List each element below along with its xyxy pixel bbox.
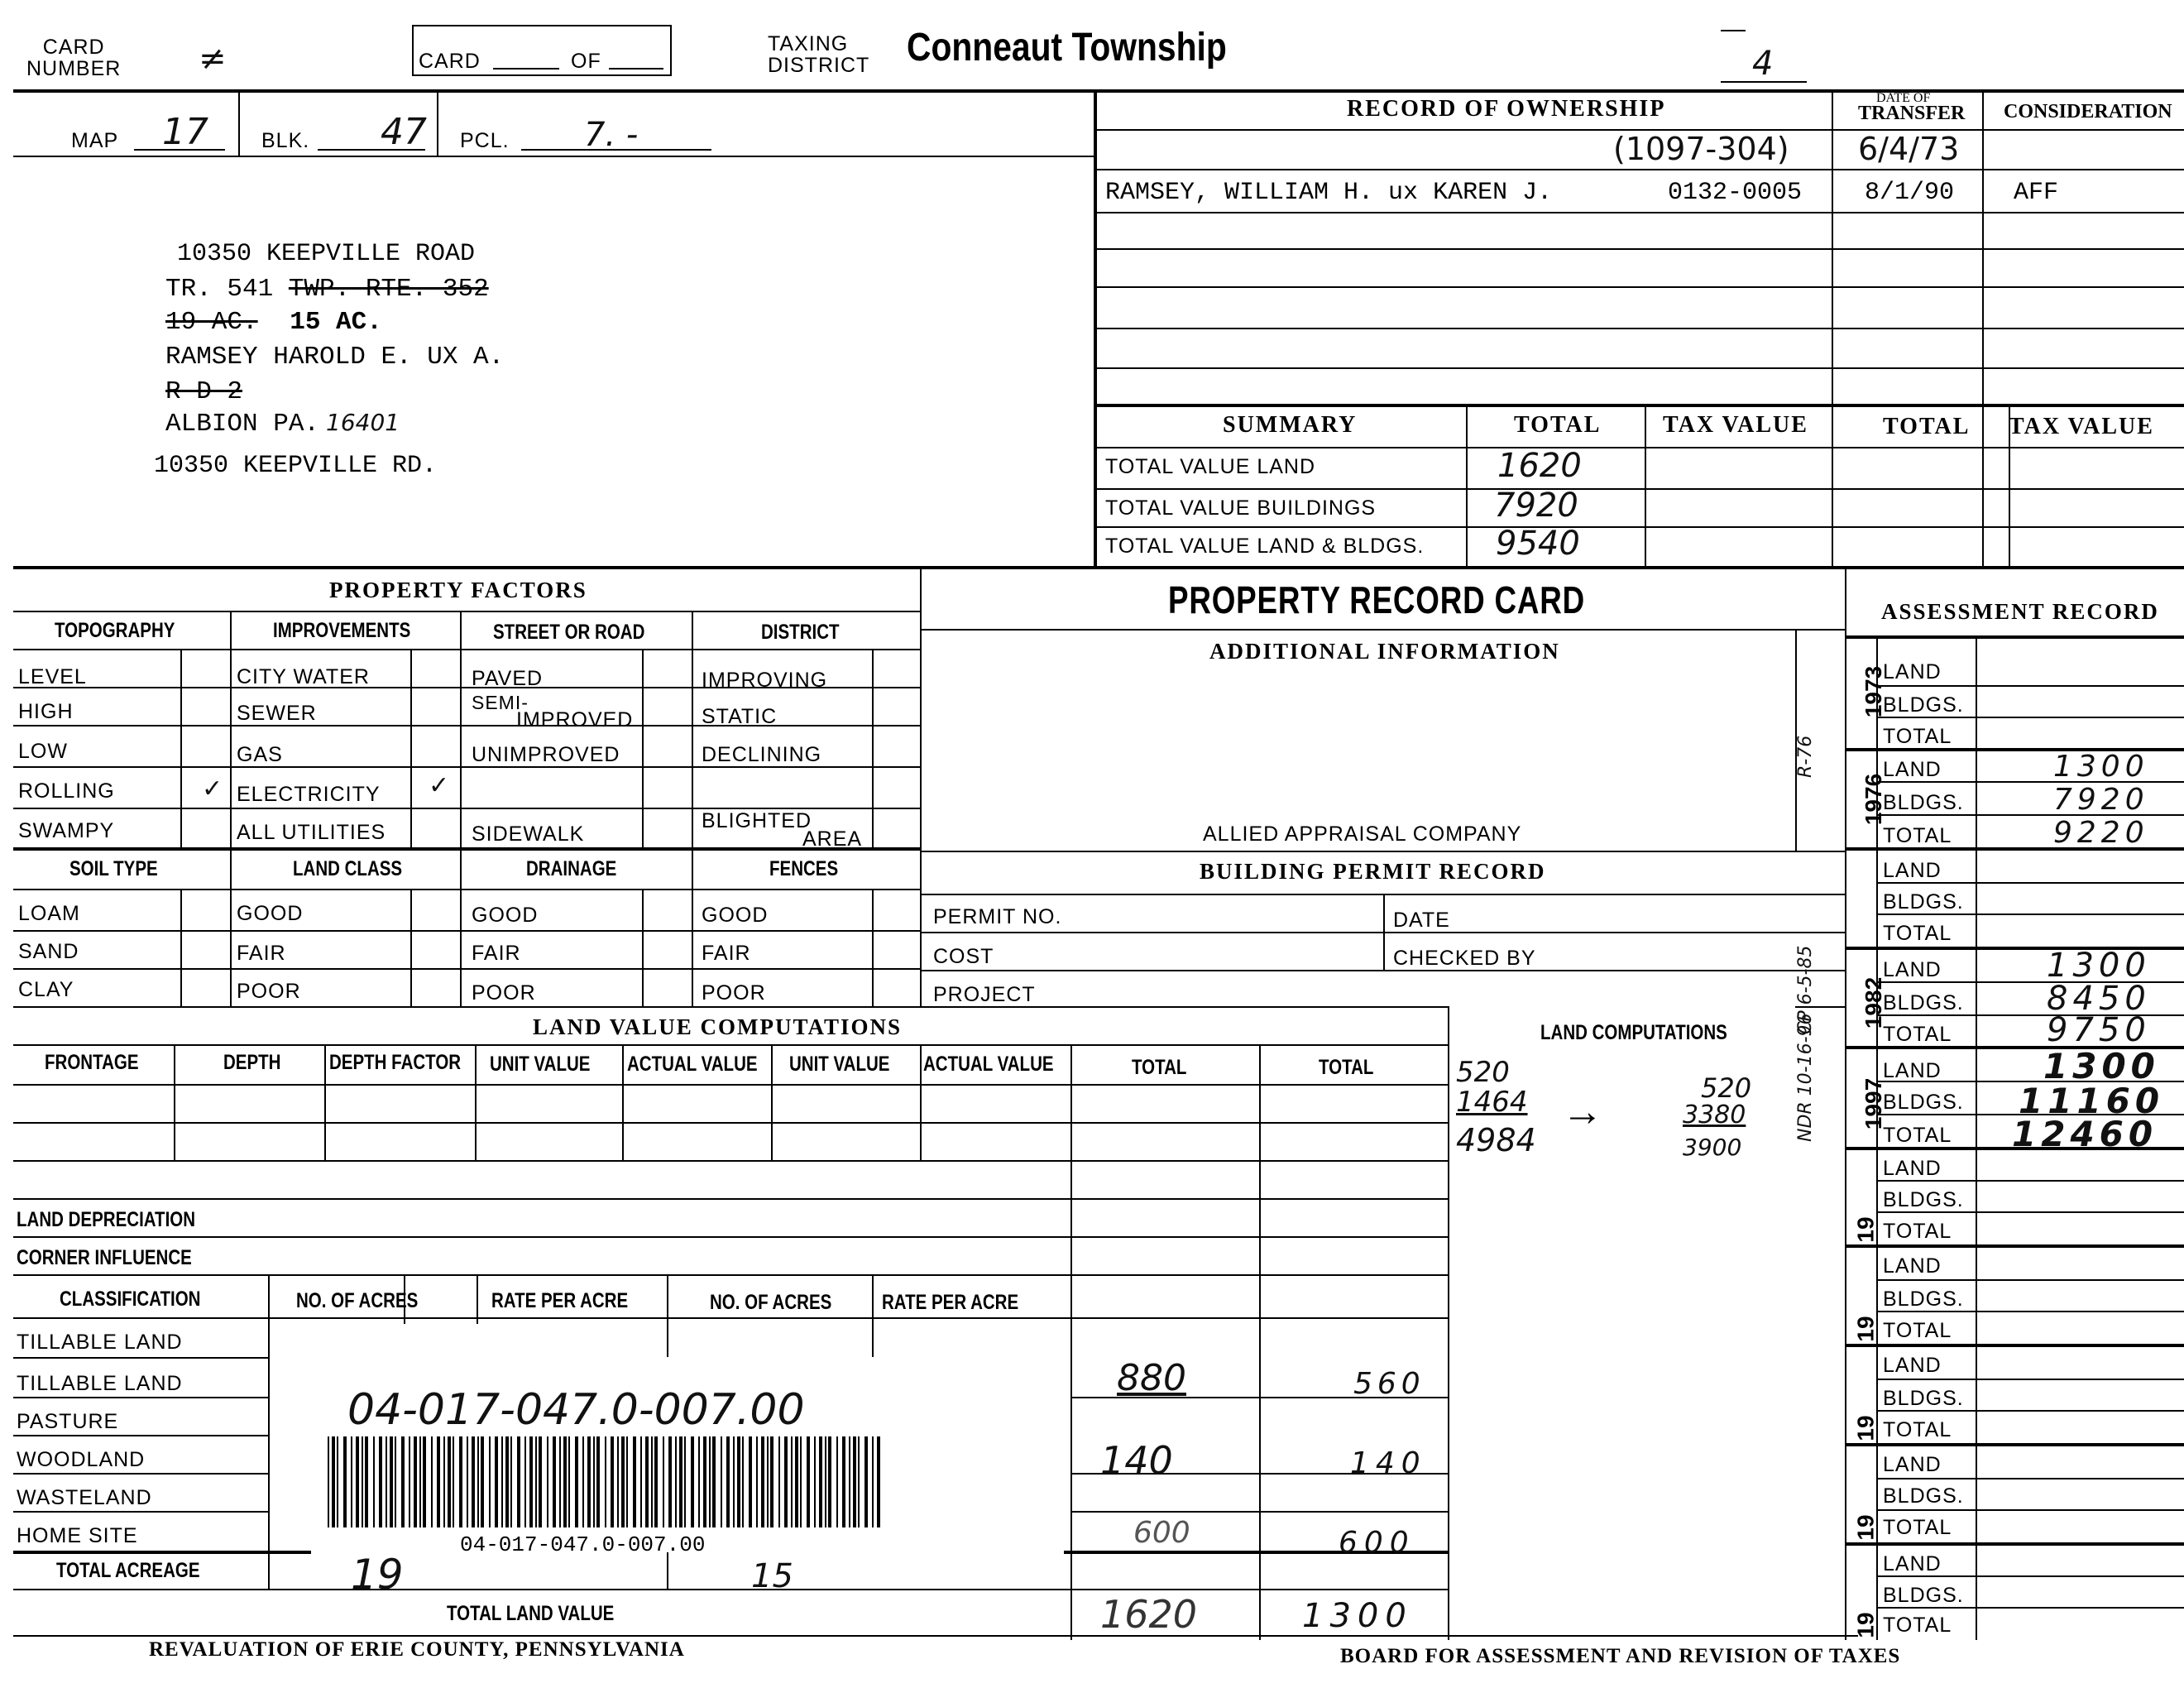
rolling-check: ✓ [202,774,223,803]
address-line-3: 19 AC. 15 AC. [165,308,382,337]
no-acres-header: NO. OF ACRES [296,1289,419,1312]
additional-info-title: ADDITIONAL INFORMATION [1209,639,1560,664]
assess-bldgs-value-3: 8450 [2047,980,2151,1018]
card-number-mark: ≠ [199,40,227,78]
assess-bldgs-label: BLDGS. [1883,1188,1964,1211]
taxing-district-label: TAXING DISTRICT [768,32,870,77]
appraiser-name: ALLIED APPRAISAL COMPANY [1203,822,1522,846]
fences-poor: POOR [702,981,766,1005]
permit-record-title: BUILDING PERMIT RECORD [1200,859,1546,884]
address-line-6: ALBION PA. 16401 [165,409,400,439]
street-paved: PAVED [472,667,544,690]
of-label: OF [571,50,601,73]
taxing-district-name: Conneaut Township [907,26,1227,70]
assess-land-value-2: 1300 [2053,750,2149,784]
assess-land-value-3: 1300 [2047,947,2151,985]
assess-year-prefix: 19 [1852,1514,1879,1541]
soil-sand: SAND [18,940,79,963]
total-acreage-label: TOTAL ACREAGE [56,1559,200,1582]
assess-year-4: 1997 [1861,1077,1887,1130]
assess-land-label: LAND [1883,958,1942,981]
side-note-ndr: NDR 10-16-96 [1795,1013,1816,1142]
lc-left-3: 4984 [1456,1122,1536,1158]
lv-unit-value2-header: UNIT VALUE [789,1053,890,1076]
drainage-good: GOOD [472,904,539,927]
barcode-text: 04-017-047.0-007.00 [460,1532,706,1557]
map-label: MAP [71,129,119,152]
lc-right-3: 3900 [1683,1134,1742,1161]
drainage-fair: FAIR [472,942,521,965]
ownership-consideration-2: AFF [2014,179,2059,207]
assess-year-prefix: 19 [1852,1415,1879,1441]
district-area: AREA [802,827,863,851]
total-land-value-label: TOTAL LAND VALUE [447,1602,615,1625]
footer-left: REVALUATION OF ERIE COUNTY, PENNSYLVANIA [149,1638,685,1661]
assess-year-2: 1976 [1861,773,1887,826]
district-header: DISTRICT [761,621,840,644]
pcl-label: PCL. [460,129,510,152]
top-right-mark: 4 [1752,45,1774,83]
soil-type-header: SOIL TYPE [69,857,158,880]
street-improved: IMPROVED [516,708,634,731]
corner-influence-label: CORNER INFLUENCE [17,1246,192,1269]
district-improving: IMPROVING [702,669,828,692]
topo-level: LEVEL [18,665,87,688]
address-line-5: R D 2 [165,377,243,406]
lv-total2-header: TOTAL [1319,1056,1374,1079]
ownership-title: RECORD OF OWNERSHIP [1347,96,1666,122]
electricity-check: ✓ [429,771,450,800]
imp-gas: GAS [237,743,283,766]
assess-land-label: LAND [1883,1453,1942,1476]
improvements-header: IMPROVEMENTS [273,619,411,642]
imp-all-utilities: ALL UTILITIES [237,821,386,844]
tillable-total-2: 560 [1353,1367,1425,1401]
fences-header: FENCES [769,857,839,880]
home-total-1: 600 [1133,1516,1190,1550]
class-home-site: HOME SITE [17,1524,138,1547]
street-semi: SEMI- [472,692,529,713]
land-class-fair: FAIR [237,942,286,965]
land-class-header: LAND CLASS [293,857,403,880]
lv-actual-value2-header: ACTUAL VALUE [923,1053,1054,1076]
side-note-cp: CP 6-5-85 [1795,945,1816,1034]
fences-good: GOOD [702,904,769,927]
lv-unit-value-header: UNIT VALUE [490,1053,591,1076]
assess-land-label: LAND [1883,758,1942,781]
summary-title: SUMMARY [1223,412,1358,438]
topo-high: HIGH [18,700,74,723]
assess-land-label: LAND [1883,1254,1942,1278]
topo-low: LOW [18,740,68,763]
lc-left-1: 520 [1456,1056,1510,1089]
assess-bldgs-value-2: 7920 [2053,783,2149,817]
assess-total-label: TOTAL [1883,1418,1952,1441]
assess-bldgs-label: BLDGS. [1883,693,1964,717]
lv-actual-value-header: ACTUAL VALUE [627,1053,758,1076]
total-value-land-bldgs-label: TOTAL VALUE LAND & BLDGS. [1105,535,1425,558]
topography-header: TOPOGRAPHY [55,619,175,642]
assess-bldgs-label: BLDGS. [1883,1091,1964,1114]
total-value-land-bldgs: 9540 [1496,525,1580,563]
assess-year-prefix: 19 [1852,1612,1879,1638]
ownership-date-1: 6/4/73 [1858,131,1960,167]
assess-bldgs-label: BLDGS. [1883,890,1964,914]
assessment-title: ASSESSMENT RECORD [1881,599,2159,624]
woodland-total-2: 140 [1350,1446,1427,1480]
total-land-value-2: 1300 [1302,1597,1413,1635]
barcode-sticker [311,1357,1064,1556]
side-note-r76: R-76 [1795,735,1816,778]
assess-bldgs-label: BLDGS. [1883,791,1964,814]
classification-header: CLASSIFICATION [60,1288,201,1311]
address-line-1: 10350 KEEPVILLE ROAD [177,240,476,268]
summary-total-header: TOTAL [1514,412,1602,438]
assess-bldgs-label: BLDGS. [1883,1484,1964,1508]
date-transfer-header: TRANSFER [1858,103,1966,124]
lc-arrow-icon: → [1562,1088,1603,1134]
street-unimproved: UNIMPROVED [472,743,620,766]
summary-total2-header: TOTAL [1883,414,1971,439]
assess-total-label: TOTAL [1883,1614,1952,1637]
total-acreage-new: 15 [751,1557,793,1595]
assess-total-label: TOTAL [1883,1023,1952,1046]
assess-total-label: TOTAL [1883,1516,1952,1539]
blk-label: BLK. [261,129,310,152]
date-of-label: DATE OF [1876,91,1931,105]
total-value-land: 1620 [1497,447,1582,485]
project-label: PROJECT [933,983,1036,1006]
lc-right-2: 3380 [1683,1101,1746,1129]
imp-sewer: SEWER [237,702,317,725]
drainage-poor: POOR [472,981,536,1005]
assess-bldgs-value-4: 11160 [2019,1081,2165,1121]
total-value-buildings-label: TOTAL VALUE BUILDINGS [1105,496,1377,520]
assess-year-3: 1982 [1861,976,1887,1029]
summary-tax-value2-header: TAX VALUE [2009,414,2154,439]
assess-land-label: LAND [1883,1059,1942,1082]
barcode [328,1436,890,1536]
property-record-card-title: PROPERTY RECORD CARD [1168,578,1585,621]
ownership-ref-2: 0132-0005 [1668,179,1803,207]
address-line-7: 10350 KEEPVILLE RD. [154,452,438,480]
fences-fair: FAIR [702,942,751,965]
land-class-poor: POOR [237,980,301,1003]
checked-by-label: CHECKED BY [1393,947,1536,970]
map-value: 17 [162,111,208,153]
lv-frontage-header: FRONTAGE [45,1051,139,1074]
total-land-value-1: 1620 [1100,1592,1198,1637]
rate-acre2-header: RATE PER ACRE [882,1291,1019,1314]
no-acres2-header: NO. OF ACRES [710,1291,832,1314]
soil-loam: LOAM [18,902,80,925]
topo-swampy: SWAMPY [18,819,115,842]
lc-left-2: 1464 [1456,1086,1528,1119]
cost-label: COST [933,945,994,968]
assess-land-label: LAND [1883,1552,1942,1575]
home-total-2: 600 [1339,1526,1415,1560]
assess-total-label: TOTAL [1883,1124,1952,1147]
street-sidewalk: SIDEWALK [472,822,585,846]
assess-bldgs-label: BLDGS. [1883,1584,1964,1607]
lv-total-header: TOTAL [1132,1056,1187,1079]
assess-total-value-4: 12460 [2012,1114,2158,1154]
permit-no-label: PERMIT NO. [933,905,1062,928]
blk-value: 47 [381,111,427,153]
total-acreage-old: 19 [351,1551,404,1599]
assess-year-prefix: 19 [1852,1316,1879,1342]
assess-total-label: TOTAL [1883,1220,1952,1243]
tillable-total-1: 880 [1117,1357,1186,1399]
lc-right-1: 520 [1701,1072,1752,1104]
assess-total-value-2: 9220 [2053,816,2149,850]
street-road-header: STREET OR ROAD [493,621,645,644]
land-class-good: GOOD [237,902,304,925]
assess-total-value-3: 9750 [2047,1011,2151,1049]
consideration-header: CONSIDERATION [2004,101,2172,122]
pcl-value: 7. - [584,116,639,154]
card-number-label: CARD NUMBER [26,36,122,80]
imp-city-water: CITY WATER [237,665,370,688]
land-depreciation-label: LAND DEPRECIATION [17,1208,196,1231]
barcode-handwritten: 04-017-047.0-007.00 [347,1385,805,1435]
property-factors-title: PROPERTY FACTORS [329,578,587,602]
assess-land-label: LAND [1883,1354,1942,1377]
total-value-land-label: TOTAL VALUE LAND [1105,455,1316,478]
class-tillable-2: TILLABLE LAND [17,1372,183,1395]
assess-bldgs-label: BLDGS. [1883,991,1964,1014]
card-label: CARD [419,50,481,73]
class-tillable-1: TILLABLE LAND [17,1331,183,1354]
class-woodland: WOODLAND [17,1448,146,1471]
class-wasteland: WASTELAND [17,1486,152,1509]
woodland-total-1: 140 [1100,1438,1173,1483]
permit-date-label: DATE [1393,909,1450,932]
assess-bldgs-label: BLDGS. [1883,1387,1964,1410]
ownership-date-2: 8/1/90 [1865,179,1955,207]
assess-total-label: TOTAL [1883,1319,1952,1342]
address-line-2: TR. 541 TWP. RTE. 352 [165,275,489,304]
total-value-buildings: 7920 [1494,487,1578,525]
drainage-header: DRAINAGE [526,857,617,880]
district-static: STATIC [702,705,778,728]
soil-clay: CLAY [18,978,74,1001]
lv-depth-header: DEPTH [223,1051,281,1074]
address-line-4: RAMSEY HAROLD E. UX A. [165,343,505,372]
assess-total-label: TOTAL [1883,824,1952,847]
card-of-box [412,25,672,76]
rate-acre-header: RATE PER ACRE [491,1289,629,1312]
class-pasture: PASTURE [17,1410,119,1433]
topo-rolling: ROLLING [18,779,115,803]
imp-electricity: ELECTRICITY [237,783,381,806]
summary-tax-value-header: TAX VALUE [1663,412,1808,438]
assess-land-label: LAND [1883,1157,1942,1180]
ownership-ref-1: (1097-304) [1613,131,1789,167]
lv-depth-factor-header: DEPTH FACTOR [329,1051,462,1074]
district-blighted: BLIGHTED [702,809,812,832]
assess-bldgs-label: BLDGS. [1883,1288,1964,1311]
land-computations-title: LAND COMPUTATIONS [1540,1021,1727,1044]
assess-total-label: TOTAL [1883,922,1952,945]
assess-land-label: LAND [1883,660,1942,683]
assess-land-value-4: 1300 [2043,1046,2160,1086]
assess-year-prefix: 19 [1852,1216,1879,1243]
assess-total-label: TOTAL [1883,725,1952,748]
footer-right: BOARD FOR ASSESSMENT AND REVISION OF TAXES [1340,1645,1901,1667]
assess-year-1: 1973 [1861,665,1887,718]
district-declining: DECLINING [702,743,822,766]
land-value-title: LAND VALUE COMPUTATIONS [533,1014,903,1039]
assess-land-label: LAND [1883,859,1942,882]
ownership-name-2: RAMSEY, WILLIAM H. ux KAREN J. [1105,179,1553,207]
